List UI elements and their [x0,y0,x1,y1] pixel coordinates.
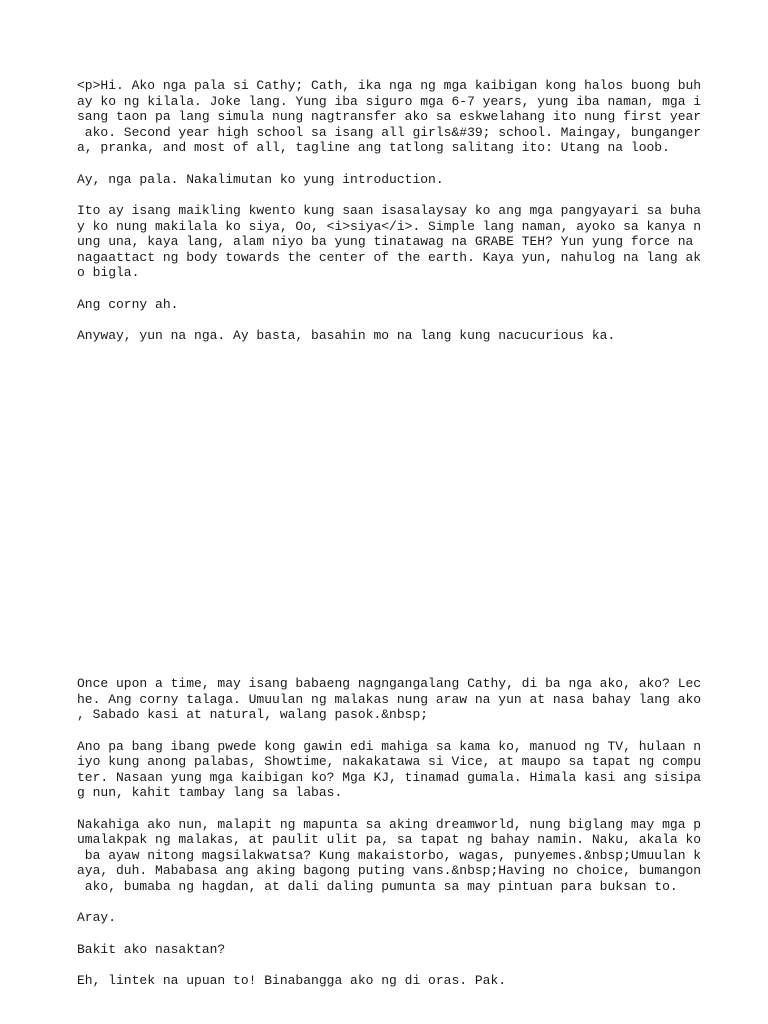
text-line: aya, duh. Mababasa ang aking bagong puting vans.&nbsp;Having no choice, bumangon [77,863,702,878]
text-line: Ano pa bang ibang pwede kong gawin edi mahiga sa kama ko, manuod ng TV, hulaan n [77,738,702,754]
text-line: Anyway, yun na nga. Ay basta, basahin mo na lang kung nacucurious ka. [77,328,616,343]
text-line: <p>Hi. Ako nga pala si Cathy; Cath, ika nga ng mga kaibigan kong halos buong buh [77,78,702,93]
text-line: Once upon a time, may isang babaeng nagngangalang Cathy, di ba nga ako, ako? Lec [77,676,702,691]
text-line: nagaattact ng body towards the center of the earth. Kaya yun, nahulog na lang ak [77,249,702,265]
text-line: ako. Second year high school sa isang all girls&#39; school. Maingay, bunganger [77,124,702,140]
text-line: Ay, nga pala. Nakalimutan ko yung introduction. [77,171,444,187]
paragraph [77,816,702,895]
text-line: y ko nung makilala ko siya, Oo, <i>siya</i>. Simple lang naman, ayoko sa kanya n [77,218,702,234]
story-intro-section [77,78,702,360]
text-line: ako, bumaba ng hagdan, at dali daling pumunta sa may pintuan para buksan to. [77,878,678,894]
story-chapter-section [77,676,702,1005]
paragraph [77,328,697,344]
paragraph [77,297,697,313]
text-line: g nun, kahit tambay lang sa labas. [77,785,343,800]
paragraph [77,738,702,801]
text-line: he. Ang corny talaga. Umuulan ng malakas nung araw na yun at nasa bahay lang ako [77,691,702,707]
text-line: Aray. [77,910,117,925]
text-line: Nakahiga ako nun, malapit ng mapunta sa aking dreamworld, nung biglang may mga p [77,816,702,832]
paragraph [77,676,702,723]
text-line: Ito ay isang maikling kwento kung saan isasalaysay ko ang mga pangyayari sa buha [77,203,702,218]
text-line: ay ko ng kilala. Joke lang. Yung iba siguro mga 6-7 years, yung iba naman, mga i [77,93,702,109]
text-line: Bakit ako nasaktan? [77,941,226,957]
text-line: sang taon pa lang simula nung nagtransfer ako sa eskwelahang ito nung first year [77,109,702,124]
text-line: Ang corny ah. [77,296,179,312]
paragraph [77,172,697,188]
text-line: a, pranka, and most of all, tagline ang tatlong salitang ito: Utang na loob. [77,140,670,155]
text-line: umalakpak ng malakas, at paulit ulit pa, sa tapat ng bahay namin. Naku, akala ko [77,832,702,847]
text-line: ba ayaw nitong magsilakwatsa? Kung makaistorbo, wagas, punyemes.&nbsp;Umuulan k [77,847,702,863]
text-line: o bigla. [77,265,140,280]
text-line: ung una, kaya lang, alam niyo ba yung tinatawag na GRABE TEH? Yun yung force na [77,234,694,249]
text-line: iyo kung anong palabas, Showtime, nakakatawa si Vice, at maupo sa tapat ng compu [77,754,702,769]
paragraph [77,942,697,958]
text-line: Eh, lintek na upuan to! Binabangga ako ng di oras. Pak. [77,973,507,988]
paragraph [77,973,697,989]
text-line: , Sabado kasi at natural, walang pasok.&nbsp; [77,707,429,722]
text-line: ter. Nasaan yung mga kaibigan ko? Mga KJ, tinamad gumala. Himala kasi ang sisipa [77,769,702,785]
paragraph [77,203,702,281]
paragraph [77,910,697,926]
paragraph [77,78,702,156]
